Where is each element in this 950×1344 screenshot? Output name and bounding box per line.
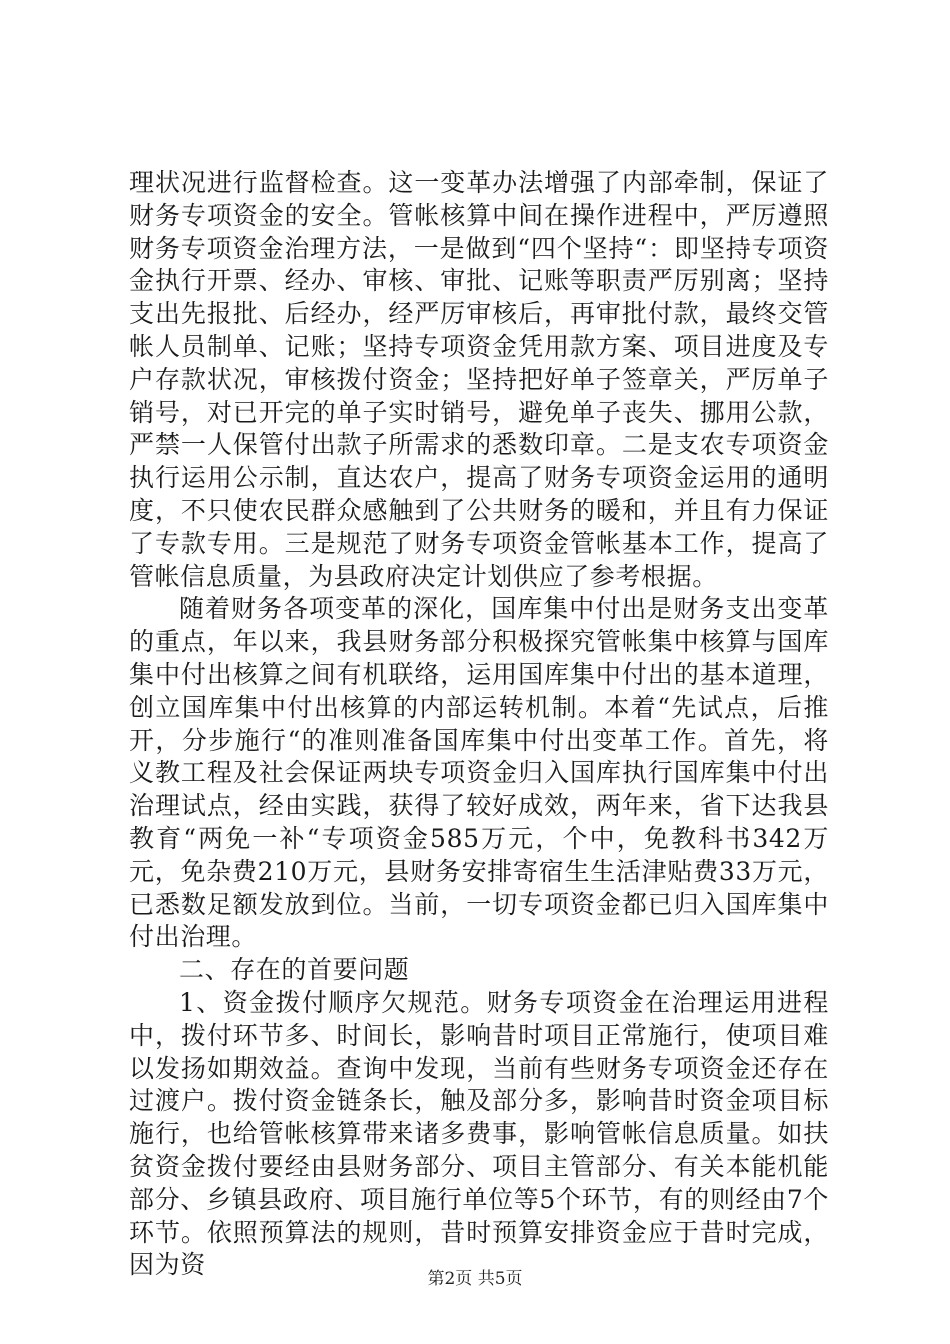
paragraph: 随着财务各项变革的深化，国库集中付出是财务支出变革的重点，年以来，我县财务部分积极探究管帐集中核算与国库集中付出核算之间有机联络，运用国库集中付出的基本道理，创立国库集中付出核算的内部运转机制。本着“先试点，后推开，分步施行“的准则准备国库集中付出变革工作。首先，将义教工程及社会保证两块专项资金归入国库执行国库集中付出治理试点，经由实践，获得了较好成效，两年来，省下达我县教育“两免一补“专项资金585万元，个中，免教科书342万元，免杂费210万元，县财务安排寄宿生生活津贴费33万元，已悉数足额发放到位。当前，一切专项资金都已归入国库集中付出治理。 (129, 594, 829, 952)
page-number-footer: 第2页 共5页 (427, 1269, 523, 1289)
paragraph: 1、资金拨付顺序欠规范。财务专项资金在治理运用进程中，拨付环节多、时间长，影响昔时项目正常施行，使项目难以发扬如期效益。查询中发现，当前有些财务专项资金还存在过渡户。拨付资金链条长，触及部分多，影响昔时资金项目标施行，也给管帐核算带来诸多费事，影响管帐信息质量。如扶贫资金拨付要经由县财务部分、项目主管部分、有关本能机能部分、乡镇县政府、项目施行单位等5个环节，有的则经由7个环节。依照预算法的规则，昔时预算安排资金应于昔时完成，因为资 (129, 987, 829, 1280)
paragraph: 理状况进行监督检查。这一变革办法增强了内部牵制，保证了财务专项资金的安全。管帐核算中间在操作进程中，严厉遵照财务专项资金治理方法，一是做到“四个坚持“：即坚持专项资金执行开票、经办、审核、审批、记账等职责严厉别离；坚持支出先报批、后经办，经严厉审核后，再审批付款，最终交管帐人员制单、记账；坚持专项资金凭用款方案、项目进度及专户存款状况，审核拨付资金；坚持把好单子签章关，严厉单子销号，对已开完的单子实时销号，避免单子丧失、挪用公款，严禁一人保管付出款子所需求的悉数印章。二是支农专项资金执行运用公示制，直达农户，提高了财务专项资金运用的通明度，不只使农民群众感触到了公共财务的暖和，并且有力保证了专款专用。三是规范了财务专项资金管帐基本工作，提高了管帐信息质量，为县政府决定计划供应了参考根据。 (129, 168, 829, 591)
section-heading: 二、存在的首要问题 (179, 955, 410, 985)
document-body (129, 167, 829, 1282)
